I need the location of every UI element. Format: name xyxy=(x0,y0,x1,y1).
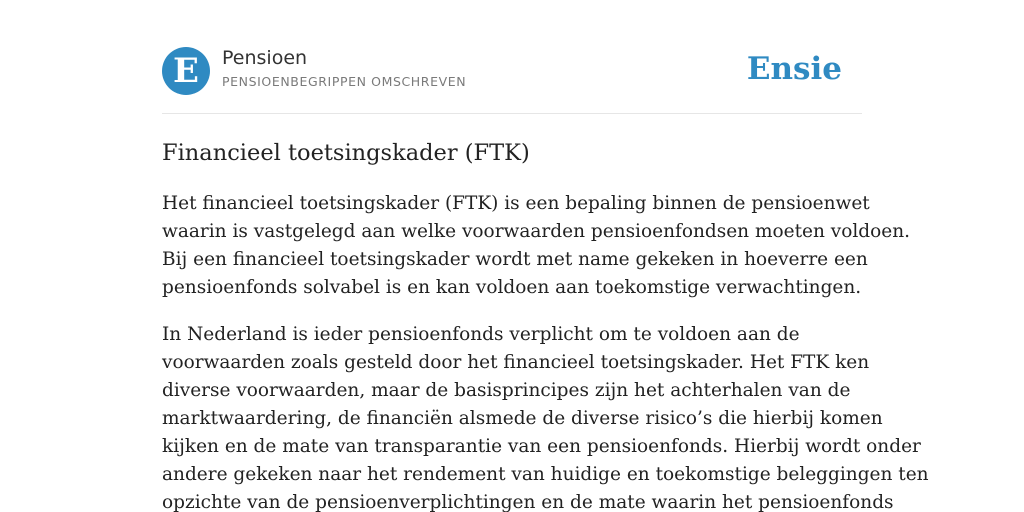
site-header xyxy=(162,0,862,114)
article-paragraph xyxy=(162,190,910,302)
content-container xyxy=(162,0,929,512)
paragraph-line: waarin is vastgelegd aan welke voorwaarden pensioenfondsen moeten voldoen. xyxy=(162,221,910,242)
paragraph-line: pensioenfonds solvabel is en kan voldoen aan toekomstige verwachtingen. xyxy=(162,277,862,298)
paragraph-line: diverse voorwaarden, maar de basisprincipes zijn het achterhalen van de xyxy=(162,380,851,401)
site-subtitle: PENSIOENBEGRIPPEN OMSCHREVEN xyxy=(222,74,467,89)
paragraph-line: In Nederland is ieder pensioenfonds verplicht om te voldoen aan de xyxy=(162,324,800,345)
article-title: Financieel toetsingskader (FTK) xyxy=(162,140,530,166)
paragraph-line: Bij een financieel toetsingskader wordt met name gekeken in hoeverre een xyxy=(162,249,868,270)
paragraph-line: voorwaarden zoals gesteld door het financieel toetsingskader. Het FTK ken xyxy=(162,352,870,373)
article-paragraph xyxy=(162,321,929,512)
brand-logo[interactable]: Ensie xyxy=(746,51,842,87)
site-logo[interactable]: E xyxy=(162,47,210,95)
paragraph-line: kijken en de mate van transparantie van een pensioenfonds. Hierbij wordt onder xyxy=(162,436,921,457)
paragraph-line: Het financieel toetsingskader (FTK) is een bepaling binnen de pensioenwet xyxy=(162,193,870,214)
site-title[interactable]: Pensioen xyxy=(222,47,308,69)
paragraph-line: opzichte van de pensioenverplichtingen en de mate waarin het pensioenfonds xyxy=(162,492,894,512)
paragraph-line: andere gekeken naar het rendement van huidige en toekomstige beleggingen ten xyxy=(162,464,929,485)
paragraph-line: marktwaardering, de financiën alsmede de diverse risico’s die hierbij komen xyxy=(162,408,883,429)
